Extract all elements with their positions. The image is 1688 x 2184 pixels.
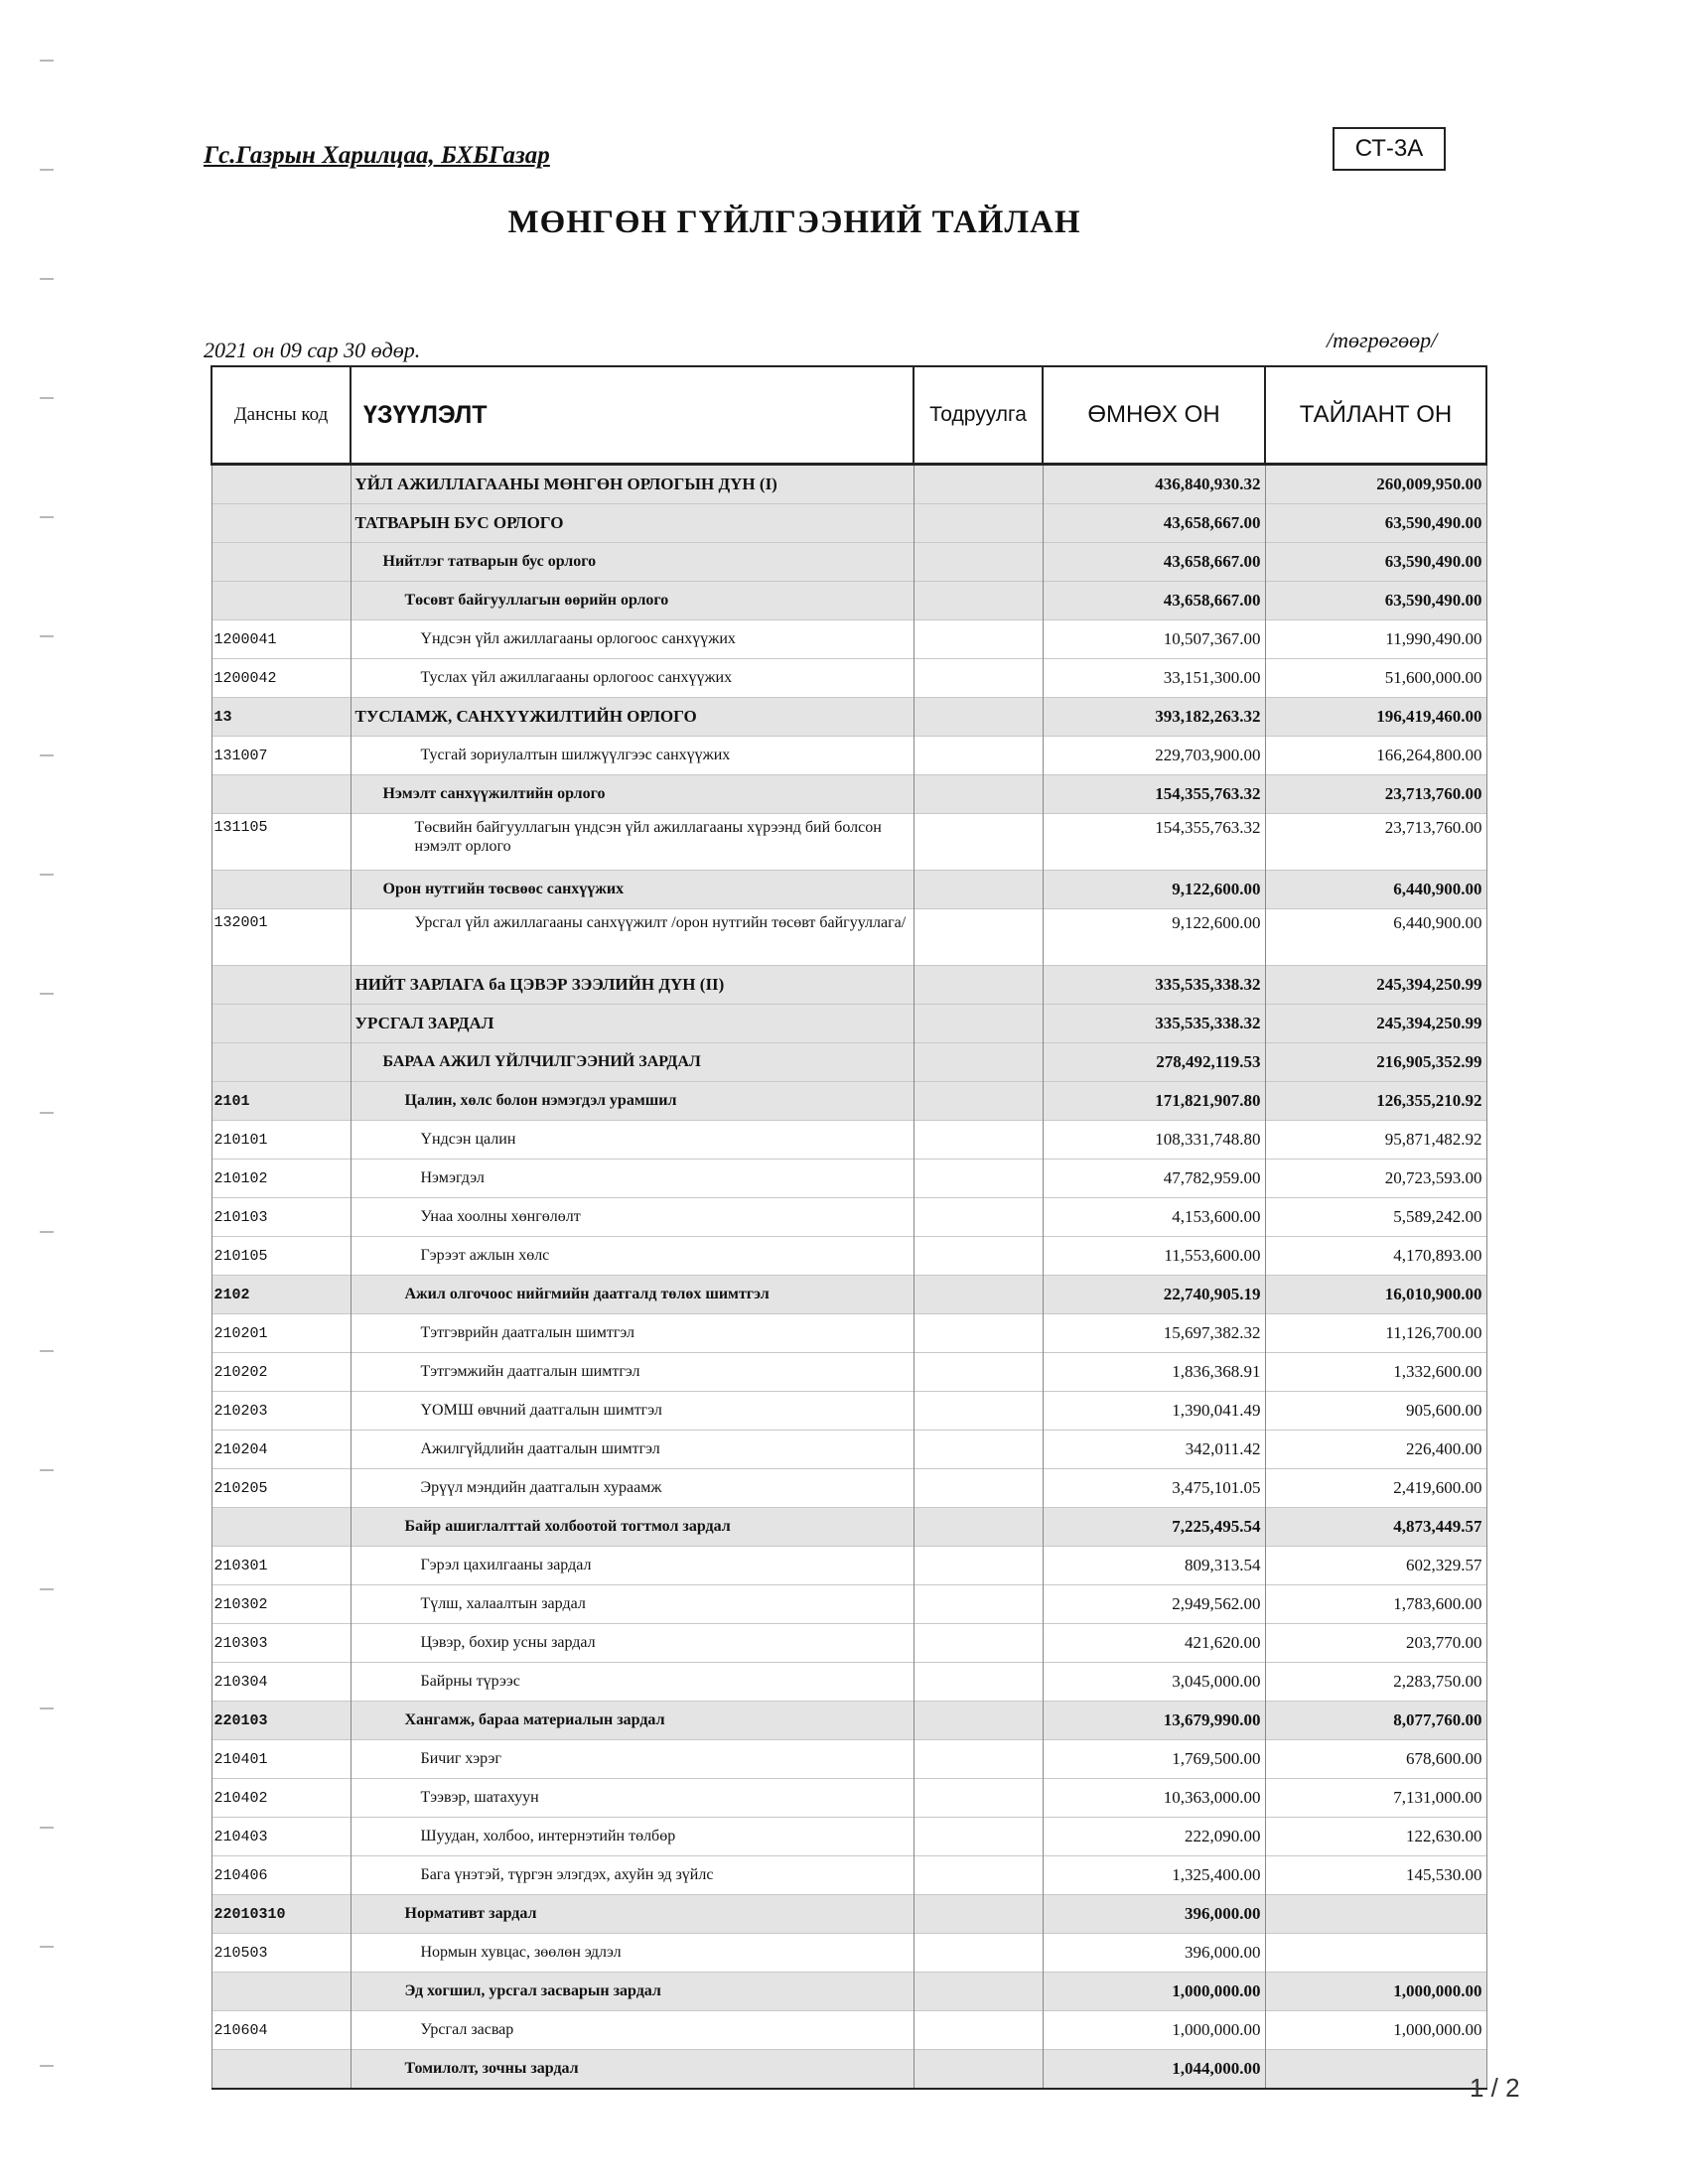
account-code-cell: 210202 [211, 1353, 351, 1392]
binder-mark [40, 278, 54, 280]
table-row [211, 966, 1486, 1005]
binder-mark [40, 1588, 54, 1590]
description-cell: Цалин, хөлс болон нэмэгдэл урамшил [351, 1082, 914, 1121]
table-row [211, 1779, 1486, 1818]
report-year-amount-cell: 5,589,242.00 [1265, 1198, 1486, 1237]
report-year-amount-cell: 245,394,250.99 [1265, 966, 1486, 1005]
description-cell: Цэвэр, бохир усны зардал [351, 1624, 914, 1663]
table-row [211, 1856, 1486, 1895]
prior-year-amount-cell: 22,740,905.19 [1043, 1276, 1265, 1314]
report-year-amount-cell [1265, 1895, 1486, 1934]
description-cell: ТУСЛАМЖ, САНХҮҮЖИЛТИЙН ОРЛОГО [351, 698, 914, 737]
prior-year-amount-cell: 2,949,562.00 [1043, 1585, 1265, 1624]
account-code-cell [211, 543, 351, 582]
description-cell: Урсгал засвар [351, 2011, 914, 2050]
account-code-cell [211, 1973, 351, 2011]
description-cell: Түлш, халаалтын зардал [351, 1585, 914, 1624]
page-number: 1 / 2 [1470, 2073, 1520, 2103]
binder-mark [40, 635, 54, 637]
account-code-cell [211, 465, 351, 504]
report-year-amount-cell: 1,332,600.00 [1265, 1353, 1486, 1392]
prior-year-amount-cell: 421,620.00 [1043, 1624, 1265, 1663]
table-row [211, 1895, 1486, 1934]
column-header-prior-year: ӨМНӨХ ОН [1043, 366, 1265, 465]
prior-year-amount-cell: 7,225,495.54 [1043, 1508, 1265, 1547]
prior-year-amount-cell: 229,703,900.00 [1043, 737, 1265, 775]
note-cell [914, 1314, 1043, 1353]
description-cell: БАРАА АЖИЛ ҮЙЛЧИЛГЭЭНИЙ ЗАРДАЛ [351, 1043, 914, 1082]
description-cell: Тусгай зориулалтын шилжүүлгээс санхүүжих [351, 737, 914, 775]
table-row [211, 1547, 1486, 1585]
report-year-amount-cell: 63,590,490.00 [1265, 582, 1486, 620]
description-cell: Орон нутгийн төсвөөс санхүүжих [351, 871, 914, 909]
description-cell: Томилолт, зочны зардал [351, 2050, 914, 2090]
account-code-cell: 210205 [211, 1469, 351, 1508]
account-code-cell [211, 775, 351, 814]
note-cell [914, 1043, 1043, 1082]
report-year-amount-cell: 95,871,482.92 [1265, 1121, 1486, 1160]
report-year-amount-cell: 1,783,600.00 [1265, 1585, 1486, 1624]
description-cell: Ажил олгочоос нийгмийн даатгалд төлөх шимтгэл [351, 1276, 914, 1314]
description-cell: Гэрэл цахилгааны зардал [351, 1547, 914, 1585]
note-cell [914, 2011, 1043, 2050]
binder-mark [40, 1946, 54, 1948]
binder-mark [40, 397, 54, 399]
description-cell: Унаа хоолны хөнгөлөлт [351, 1198, 914, 1237]
prior-year-amount-cell: 222,090.00 [1043, 1818, 1265, 1856]
prior-year-amount-cell: 1,000,000.00 [1043, 2011, 1265, 2050]
prior-year-amount-cell: 3,045,000.00 [1043, 1663, 1265, 1702]
prior-year-amount-cell: 1,390,041.49 [1043, 1392, 1265, 1431]
prior-year-amount-cell: 1,000,000.00 [1043, 1973, 1265, 2011]
report-year-amount-cell: 11,126,700.00 [1265, 1314, 1486, 1353]
note-cell [914, 465, 1043, 504]
table-row [211, 504, 1486, 543]
prior-year-amount-cell: 1,836,368.91 [1043, 1353, 1265, 1392]
prior-year-amount-cell: 4,153,600.00 [1043, 1198, 1265, 1237]
account-code-cell: 210301 [211, 1547, 351, 1585]
table-row [211, 2050, 1486, 2090]
description-cell: Нормативт зардал [351, 1895, 914, 1934]
currency-unit: /төгрөгөөр/ [1327, 328, 1438, 352]
prior-year-amount-cell: 335,535,338.32 [1043, 1005, 1265, 1043]
binder-mark [40, 754, 54, 756]
description-cell: Тэтгэврийн даатгалын шимтгэл [351, 1314, 914, 1353]
account-code-cell: 2102 [211, 1276, 351, 1314]
table-row [211, 1702, 1486, 1740]
note-cell [914, 698, 1043, 737]
report-year-amount-cell: 226,400.00 [1265, 1431, 1486, 1469]
prior-year-amount-cell: 342,011.42 [1043, 1431, 1265, 1469]
note-cell [914, 966, 1043, 1005]
prior-year-amount-cell: 154,355,763.32 [1043, 814, 1265, 871]
table-row [211, 2011, 1486, 2050]
note-cell [914, 814, 1043, 871]
note-cell [914, 1818, 1043, 1856]
note-cell [914, 1121, 1043, 1160]
table-row [211, 814, 1486, 871]
account-code-cell: 1200041 [211, 620, 351, 659]
column-header-description: ҮЗҮҮЛЭЛТ [351, 366, 914, 465]
description-cell: Хангамж, бараа материалын зардал [351, 1702, 914, 1740]
description-cell: Төсөвт байгууллагын өөрийн орлого [351, 582, 914, 620]
prior-year-amount-cell: 10,363,000.00 [1043, 1779, 1265, 1818]
description-cell: Тэтгэмжийн даатгалын шимтгэл [351, 1353, 914, 1392]
account-code-cell: 210101 [211, 1121, 351, 1160]
note-cell [914, 1508, 1043, 1547]
prior-year-amount-cell: 43,658,667.00 [1043, 504, 1265, 543]
prior-year-amount-cell: 108,331,748.80 [1043, 1121, 1265, 1160]
column-header-report-year: ТАЙЛАНТ ОН [1265, 366, 1486, 465]
binder-mark [40, 60, 54, 62]
report-year-amount-cell: 63,590,490.00 [1265, 543, 1486, 582]
report-year-amount-cell: 145,530.00 [1265, 1856, 1486, 1895]
description-cell: Нэмэлт санхүүжилтийн орлого [351, 775, 914, 814]
report-year-amount-cell: 905,600.00 [1265, 1392, 1486, 1431]
binder-mark [40, 1231, 54, 1233]
note-cell [914, 620, 1043, 659]
description-cell: Байрны түрээс [351, 1663, 914, 1702]
description-cell: Эд хогшил, урсгал засварын зардал [351, 1973, 914, 2011]
report-year-amount-cell: 216,905,352.99 [1265, 1043, 1486, 1082]
report-year-amount-cell: 7,131,000.00 [1265, 1779, 1486, 1818]
table-row [211, 465, 1486, 504]
table-row [211, 1934, 1486, 1973]
table-row [211, 871, 1486, 909]
account-code-cell: 210204 [211, 1431, 351, 1469]
report-year-amount-cell: 260,009,950.00 [1265, 465, 1486, 504]
account-code-cell [211, 582, 351, 620]
note-cell [914, 775, 1043, 814]
account-code-cell [211, 1508, 351, 1547]
table-row [211, 909, 1486, 966]
table-row [211, 1431, 1486, 1469]
description-cell: Байр ашиглалттай холбоотой тогтмол зардал [351, 1508, 914, 1547]
prior-year-amount-cell: 171,821,907.80 [1043, 1082, 1265, 1121]
prior-year-amount-cell: 3,475,101.05 [1043, 1469, 1265, 1508]
table-row [211, 582, 1486, 620]
prior-year-amount-cell: 15,697,382.32 [1043, 1314, 1265, 1353]
prior-year-amount-cell: 11,553,600.00 [1043, 1237, 1265, 1276]
prior-year-amount-cell: 9,122,600.00 [1043, 871, 1265, 909]
account-code-cell [211, 1043, 351, 1082]
note-cell [914, 1547, 1043, 1585]
table-row [211, 1005, 1486, 1043]
binder-mark [40, 169, 54, 171]
description-cell: Үндсэн үйл ажиллагааны орлогоос санхүүжих [351, 620, 914, 659]
binder-mark [40, 1469, 54, 1471]
note-cell [914, 1702, 1043, 1740]
account-code-cell: 210604 [211, 2011, 351, 2050]
table-row [211, 1624, 1486, 1663]
column-header-code: Дансны код [211, 366, 351, 465]
prior-year-amount-cell: 9,122,600.00 [1043, 909, 1265, 966]
note-cell [914, 1198, 1043, 1237]
account-code-cell [211, 966, 351, 1005]
account-code-cell [211, 871, 351, 909]
prior-year-amount-cell: 809,313.54 [1043, 1547, 1265, 1585]
description-cell: Урсгал үйл ажиллагааны санхүүжилт /орон нутгийн төсөвт байгууллага/ [351, 909, 914, 966]
table-body [211, 465, 1486, 2090]
description-cell: УРСГАЛ ЗАРДАЛ [351, 1005, 914, 1043]
report-year-amount-cell: 678,600.00 [1265, 1740, 1486, 1779]
account-code-cell: 210402 [211, 1779, 351, 1818]
cash-flow-table [211, 365, 1487, 2090]
description-cell: Бага үнэтэй, түргэн элэгдэх, ахуйн эд зүйлс [351, 1856, 914, 1895]
table-row [211, 1082, 1486, 1121]
account-code-cell: 210102 [211, 1160, 351, 1198]
binder-mark [40, 874, 54, 876]
prior-year-amount-cell: 335,535,338.32 [1043, 966, 1265, 1005]
report-year-amount-cell: 6,440,900.00 [1265, 871, 1486, 909]
column-header-note: Тодруулга [914, 366, 1043, 465]
account-code-cell: 132001 [211, 909, 351, 966]
table-row [211, 543, 1486, 582]
note-cell [914, 543, 1043, 582]
note-cell [914, 659, 1043, 698]
binder-mark [40, 1112, 54, 1114]
note-cell [914, 1779, 1043, 1818]
note-cell [914, 1469, 1043, 1508]
report-year-amount-cell: 602,329.57 [1265, 1547, 1486, 1585]
binder-mark [40, 1707, 54, 1709]
account-code-cell: 210303 [211, 1624, 351, 1663]
table-row [211, 659, 1486, 698]
note-cell [914, 1431, 1043, 1469]
report-date: 2021 он 09 сар 30 өдөр. [204, 338, 421, 362]
account-code-cell: 22010310 [211, 1895, 351, 1934]
note-cell [914, 1973, 1043, 2011]
description-cell: Нэмэгдэл [351, 1160, 914, 1198]
report-title: МӨНГӨН ГҮЙЛГЭЭНИЙ ТАЙЛАН [507, 205, 1081, 240]
account-code-cell: 210503 [211, 1934, 351, 1973]
note-cell [914, 1934, 1043, 1973]
note-cell [914, 1585, 1043, 1624]
table-row [211, 698, 1486, 737]
description-cell: Туслах үйл ажиллагааны орлогоос санхүүжих [351, 659, 914, 698]
account-code-cell: 210203 [211, 1392, 351, 1431]
prior-year-amount-cell: 393,182,263.32 [1043, 698, 1265, 737]
table-row [211, 1585, 1486, 1624]
report-year-amount-cell: 1,000,000.00 [1265, 2011, 1486, 2050]
note-cell [914, 909, 1043, 966]
description-cell: Шуудан, холбоо, интернэтийн төлбөр [351, 1818, 914, 1856]
table-row [211, 1818, 1486, 1856]
report-year-amount-cell: 23,713,760.00 [1265, 814, 1486, 871]
table-row [211, 1121, 1486, 1160]
description-cell: Төсвийн байгууллагын үндсэн үйл ажиллагааны хүрээнд бий болсон нэмэлт орлого [351, 814, 914, 871]
account-code-cell: 210304 [211, 1663, 351, 1702]
report-year-amount-cell: 8,077,760.00 [1265, 1702, 1486, 1740]
description-cell: ҮЙЛ АЖИЛЛАГААНЫ МӨНГӨН ОРЛОГЫН ДҮН (I) [351, 465, 914, 504]
table-row [211, 1508, 1486, 1547]
table-row [211, 1973, 1486, 2011]
account-code-cell: 131105 [211, 814, 351, 871]
account-code-cell: 210103 [211, 1198, 351, 1237]
prior-year-amount-cell: 154,355,763.32 [1043, 775, 1265, 814]
table-row [211, 1276, 1486, 1314]
prior-year-amount-cell: 43,658,667.00 [1043, 582, 1265, 620]
prior-year-amount-cell: 278,492,119.53 [1043, 1043, 1265, 1082]
report-year-amount-cell: 126,355,210.92 [1265, 1082, 1486, 1121]
report-year-amount-cell: 1,000,000.00 [1265, 1973, 1486, 2011]
table-row [211, 1663, 1486, 1702]
report-year-amount-cell: 196,419,460.00 [1265, 698, 1486, 737]
note-cell [914, 1663, 1043, 1702]
note-cell [914, 1005, 1043, 1043]
table-row [211, 1160, 1486, 1198]
report-year-amount-cell: 2,283,750.00 [1265, 1663, 1486, 1702]
binder-mark [40, 516, 54, 518]
report-year-amount-cell: 4,170,893.00 [1265, 1237, 1486, 1276]
account-code-cell [211, 1005, 351, 1043]
table-row [211, 1469, 1486, 1508]
table-header-row [211, 366, 1486, 465]
table-row [211, 737, 1486, 775]
description-cell: Ажилгүйдлийн даатгалын шимтгэл [351, 1431, 914, 1469]
note-cell [914, 1353, 1043, 1392]
report-year-amount-cell: 4,873,449.57 [1265, 1508, 1486, 1547]
description-cell: НИЙТ ЗАРЛАГА ба ЦЭВЭР ЗЭЭЛИЙН ДҮН (II) [351, 966, 914, 1005]
note-cell [914, 582, 1043, 620]
account-code-cell: 2101 [211, 1082, 351, 1121]
account-code-cell: 210401 [211, 1740, 351, 1779]
report-year-amount-cell [1265, 1934, 1486, 1973]
table-row [211, 1314, 1486, 1353]
report-year-amount-cell: 23,713,760.00 [1265, 775, 1486, 814]
prior-year-amount-cell: 436,840,930.32 [1043, 465, 1265, 504]
report-year-amount-cell: 6,440,900.00 [1265, 909, 1486, 966]
account-code-cell: 210403 [211, 1818, 351, 1856]
table-row [211, 620, 1486, 659]
account-code-cell: 210105 [211, 1237, 351, 1276]
report-year-amount-cell: 63,590,490.00 [1265, 504, 1486, 543]
prior-year-amount-cell: 47,782,959.00 [1043, 1160, 1265, 1198]
table-row [211, 1353, 1486, 1392]
note-cell [914, 1160, 1043, 1198]
report-year-amount-cell [1265, 2050, 1486, 2090]
description-cell: Эрүүл мэндийн даатгалын хураамж [351, 1469, 914, 1508]
prior-year-amount-cell: 10,507,367.00 [1043, 620, 1265, 659]
note-cell [914, 871, 1043, 909]
description-cell: Бичиг хэрэг [351, 1740, 914, 1779]
description-cell: ҮОМШ өвчний даатгалын шимтгэл [351, 1392, 914, 1431]
prior-year-amount-cell: 396,000.00 [1043, 1895, 1265, 1934]
note-cell [914, 1895, 1043, 1934]
binder-mark [40, 1350, 54, 1352]
account-code-cell: 210201 [211, 1314, 351, 1353]
report-year-amount-cell: 16,010,900.00 [1265, 1276, 1486, 1314]
binder-mark [40, 2065, 54, 2067]
account-code-cell: 210406 [211, 1856, 351, 1895]
account-code-cell: 210302 [211, 1585, 351, 1624]
report-year-amount-cell: 2,419,600.00 [1265, 1469, 1486, 1508]
note-cell [914, 1237, 1043, 1276]
note-cell [914, 504, 1043, 543]
note-cell [914, 1856, 1043, 1895]
account-code-cell [211, 2050, 351, 2090]
report-year-amount-cell: 203,770.00 [1265, 1624, 1486, 1663]
report-year-amount-cell: 51,600,000.00 [1265, 659, 1486, 698]
table-row [211, 1740, 1486, 1779]
table-row [211, 775, 1486, 814]
prior-year-amount-cell: 1,044,000.00 [1043, 2050, 1265, 2090]
note-cell [914, 1082, 1043, 1121]
report-year-amount-cell: 11,990,490.00 [1265, 620, 1486, 659]
note-cell [914, 1276, 1043, 1314]
prior-year-amount-cell: 43,658,667.00 [1043, 543, 1265, 582]
note-cell [914, 2050, 1043, 2090]
prior-year-amount-cell: 396,000.00 [1043, 1934, 1265, 1973]
binder-mark [40, 1827, 54, 1829]
description-cell: Нормын хувцас, зөөлөн эдлэл [351, 1934, 914, 1973]
prior-year-amount-cell: 13,679,990.00 [1043, 1702, 1265, 1740]
report-year-amount-cell: 122,630.00 [1265, 1818, 1486, 1856]
account-code-cell [211, 504, 351, 543]
prior-year-amount-cell: 33,151,300.00 [1043, 659, 1265, 698]
binder-mark [40, 993, 54, 995]
note-cell [914, 737, 1043, 775]
note-cell [914, 1392, 1043, 1431]
table-row [211, 1392, 1486, 1431]
description-cell: ТАТВАРЫН БУС ОРЛОГО [351, 504, 914, 543]
description-cell: Үндсэн цалин [351, 1121, 914, 1160]
description-cell: Гэрээт ажлын хөлс [351, 1237, 914, 1276]
table-row [211, 1198, 1486, 1237]
prior-year-amount-cell: 1,325,400.00 [1043, 1856, 1265, 1895]
note-cell [914, 1740, 1043, 1779]
note-cell [914, 1624, 1043, 1663]
report-year-amount-cell: 166,264,800.00 [1265, 737, 1486, 775]
table-row [211, 1043, 1486, 1082]
description-cell: Тээвэр, шатахуун [351, 1779, 914, 1818]
account-code-cell: 13 [211, 698, 351, 737]
prior-year-amount-cell: 1,769,500.00 [1043, 1740, 1265, 1779]
form-code-box: СТ-3А [1333, 127, 1446, 171]
report-year-amount-cell: 245,394,250.99 [1265, 1005, 1486, 1043]
report-year-amount-cell: 20,723,593.00 [1265, 1160, 1486, 1198]
account-code-cell: 220103 [211, 1702, 351, 1740]
account-code-cell: 131007 [211, 737, 351, 775]
organization-name: Гс.Газрын Харилцаа, БХБГазар [204, 142, 550, 169]
account-code-cell: 1200042 [211, 659, 351, 698]
table-row [211, 1237, 1486, 1276]
description-cell: Нийтлэг татварын бус орлого [351, 543, 914, 582]
